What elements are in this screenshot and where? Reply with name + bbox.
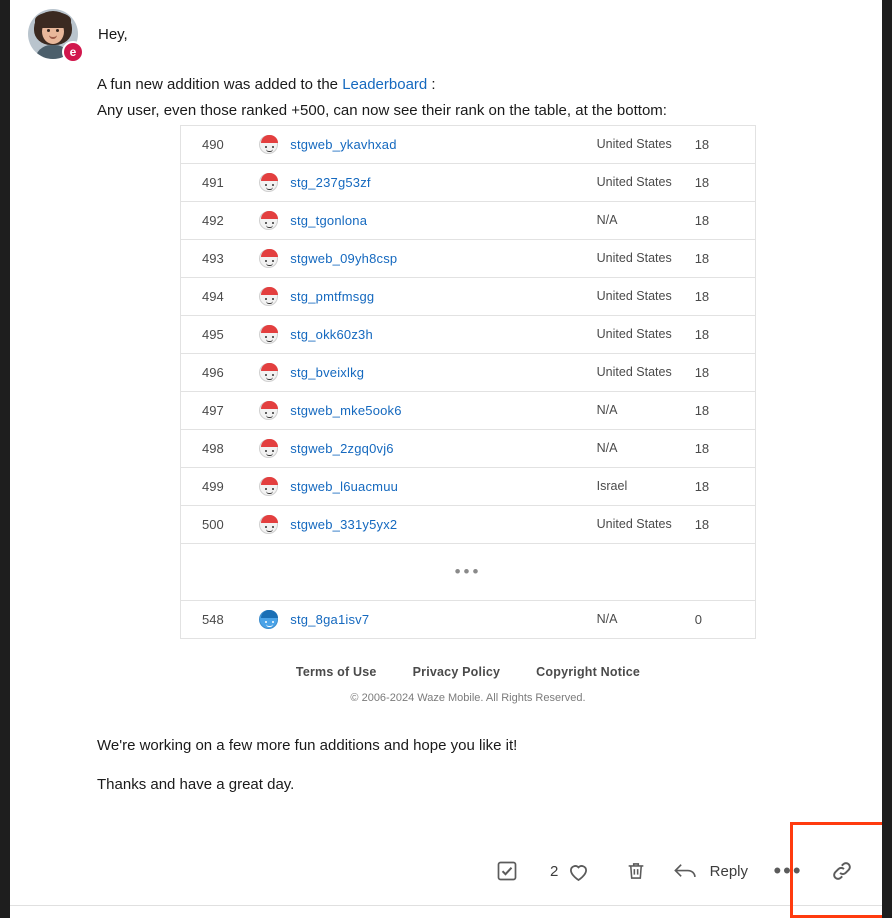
row-points: 18 (695, 506, 756, 544)
table-row[interactable] (180, 354, 756, 392)
table-row[interactable] (180, 202, 756, 240)
like-count: 2 (549, 862, 559, 880)
row-rank: 496 (180, 354, 247, 392)
self-points: 0 (695, 601, 756, 639)
row-rank: 495 (180, 316, 247, 354)
table-row[interactable] (180, 392, 756, 430)
row-name-cell (290, 278, 596, 316)
row-points: 18 (695, 468, 756, 506)
row-name-cell (290, 202, 596, 240)
row-name-cell (290, 316, 596, 354)
row-location: United States (597, 164, 695, 202)
reply-button[interactable] (672, 850, 748, 892)
delete-button[interactable] (608, 850, 664, 892)
row-points: 18 (695, 126, 756, 164)
row-rank: 500 (180, 506, 247, 544)
table-row-self[interactable] (180, 601, 756, 639)
row-rank: 499 (180, 468, 247, 506)
table-row[interactable] (180, 240, 756, 278)
intro-paragraphs (0, 61, 892, 122)
row-points: 18 (695, 278, 756, 316)
row-icon-cell (247, 430, 290, 468)
mood-white-icon (259, 173, 278, 192)
mood-white-icon (259, 325, 278, 344)
mood-blue-icon (259, 610, 278, 629)
heart-icon (566, 859, 591, 884)
table-row[interactable] (180, 316, 756, 354)
row-icon-cell (247, 316, 290, 354)
more-options-button[interactable]: ••• (773, 858, 803, 883)
ellipsis-cell: ••• (180, 544, 756, 601)
row-username-link[interactable]: stgweb_mke5ook6 (290, 403, 402, 419)
row-username-link[interactable]: stgweb_ykavhxad (290, 137, 397, 153)
post-action-bar (0, 840, 892, 902)
mood-white-icon (259, 439, 278, 458)
row-icon-cell (247, 164, 290, 202)
row-icon-cell (247, 202, 290, 240)
self-name-cell (290, 601, 596, 639)
mood-white-icon (259, 401, 278, 420)
row-location: United States (597, 240, 695, 278)
self-rank: 548 (180, 601, 247, 639)
row-username-link[interactable]: stg_tgonlona (290, 213, 368, 229)
bottom-divider (10, 905, 882, 906)
mood-white-icon (259, 135, 278, 154)
intro-line-1-suffix: : (427, 76, 436, 93)
row-rank: 491 (180, 164, 247, 202)
row-rank: 497 (180, 392, 247, 430)
avatar-badge: e (62, 41, 84, 63)
row-rank: 494 (180, 278, 247, 316)
row-username-link[interactable]: stg_bveixlkg (290, 365, 365, 381)
row-icon-cell (247, 354, 290, 392)
closing-paragraphs (0, 704, 892, 793)
mood-white-icon (259, 211, 278, 230)
board-footer-links (180, 665, 756, 679)
row-location: United States (597, 506, 695, 544)
row-points: 18 (695, 392, 756, 430)
row-points: 18 (695, 164, 756, 202)
row-username-link[interactable]: stg_okk60z3h (290, 327, 373, 343)
row-points: 18 (695, 240, 756, 278)
row-username-link[interactable]: stgweb_09yh8csp (290, 251, 398, 267)
link-icon (829, 858, 855, 884)
avatar[interactable] (28, 9, 80, 61)
row-icon-cell (247, 278, 290, 316)
row-points: 18 (695, 354, 756, 392)
window-edge-right (882, 0, 892, 918)
row-name-cell (290, 240, 596, 278)
like-button[interactable] (540, 850, 602, 892)
self-location: N/A (597, 601, 695, 639)
table-row[interactable] (180, 430, 756, 468)
mood-white-icon (259, 287, 278, 306)
row-location: N/A (597, 202, 695, 240)
row-icon-cell (247, 126, 290, 164)
board-footer (180, 665, 756, 704)
row-location: United States (597, 354, 695, 392)
check-icon (495, 859, 519, 883)
row-location: Israel (597, 468, 695, 506)
intro-line-2: Any user, even those ranked +500, can now see their rank on the table, at the bottom: (97, 101, 667, 119)
row-points: 18 (695, 430, 756, 468)
greeting-text: Hey, (98, 26, 128, 43)
leaderboard-body (180, 126, 756, 639)
leaderboard-table (180, 125, 756, 639)
row-location: United States (597, 316, 695, 354)
privacy-policy-link[interactable]: Privacy Policy (412, 665, 501, 680)
row-rank: 493 (180, 240, 247, 278)
mood-white-icon (259, 249, 278, 268)
row-rank: 498 (180, 430, 247, 468)
row-username-link[interactable]: stg_237g53zf (290, 175, 371, 191)
row-icon-cell (247, 506, 290, 544)
mark-solution-button[interactable] (484, 850, 530, 892)
row-name-cell (290, 164, 596, 202)
mood-white-icon (259, 363, 278, 382)
row-username-link[interactable]: stgweb_l6uacmuu (290, 479, 399, 495)
row-name-cell (290, 354, 596, 392)
trash-icon (625, 859, 647, 883)
row-name-cell (290, 468, 596, 506)
table-row[interactable] (180, 468, 756, 506)
table-row[interactable] (180, 164, 756, 202)
mood-white-icon (259, 515, 278, 534)
terms-of-use-link[interactable]: Terms of Use (295, 665, 377, 680)
row-location: United States (597, 278, 695, 316)
self-icon-cell (247, 601, 290, 639)
row-location: United States (597, 126, 695, 164)
row-name-cell (290, 392, 596, 430)
row-name-cell (290, 126, 596, 164)
copyright-notice-link[interactable]: Copyright Notice (536, 665, 641, 680)
row-location: N/A (597, 392, 695, 430)
mood-white-icon (259, 477, 278, 496)
intro-line-1 (97, 73, 892, 97)
row-icon-cell (247, 468, 290, 506)
leaderboard-screenshot (180, 125, 756, 639)
row-points: 18 (695, 316, 756, 354)
row-icon-cell (247, 240, 290, 278)
closing-line-1: We're working on a few more fun additions and hope you like it! (97, 737, 518, 755)
row-icon-cell (247, 392, 290, 430)
table-row[interactable] (180, 278, 756, 316)
row-rank: 492 (180, 202, 247, 240)
intro-line-1-prefix: A fun new addition was added to the (97, 76, 343, 93)
window-edge-left (0, 0, 10, 918)
reply-arrow-icon (672, 860, 699, 882)
copy-link-button[interactable] (818, 850, 866, 892)
post-header (0, 0, 892, 61)
row-name-cell (290, 430, 596, 468)
row-username-link[interactable]: stg_pmtfmsgg (290, 289, 375, 305)
table-row-ellipsis (180, 544, 756, 601)
table-row[interactable] (180, 126, 756, 164)
reply-label: Reply (709, 862, 748, 880)
self-username-link[interactable]: stg_8ga1isv7 (290, 612, 370, 628)
copyright-text: © 2006-2024 Waze Mobile. All Rights Reserved. (350, 692, 586, 705)
row-username-link[interactable]: stgweb_2zgq0vj6 (290, 441, 394, 457)
row-points: 18 (695, 202, 756, 240)
row-name-cell (290, 506, 596, 544)
row-location: N/A (597, 430, 695, 468)
row-rank: 490 (180, 126, 247, 164)
closing-line-2: Thanks and have a great day. (97, 776, 295, 794)
leaderboard-link[interactable]: Leaderboard (342, 76, 428, 93)
table-row[interactable] (180, 506, 756, 544)
row-username-link[interactable]: stgweb_331y5yx2 (290, 517, 398, 533)
